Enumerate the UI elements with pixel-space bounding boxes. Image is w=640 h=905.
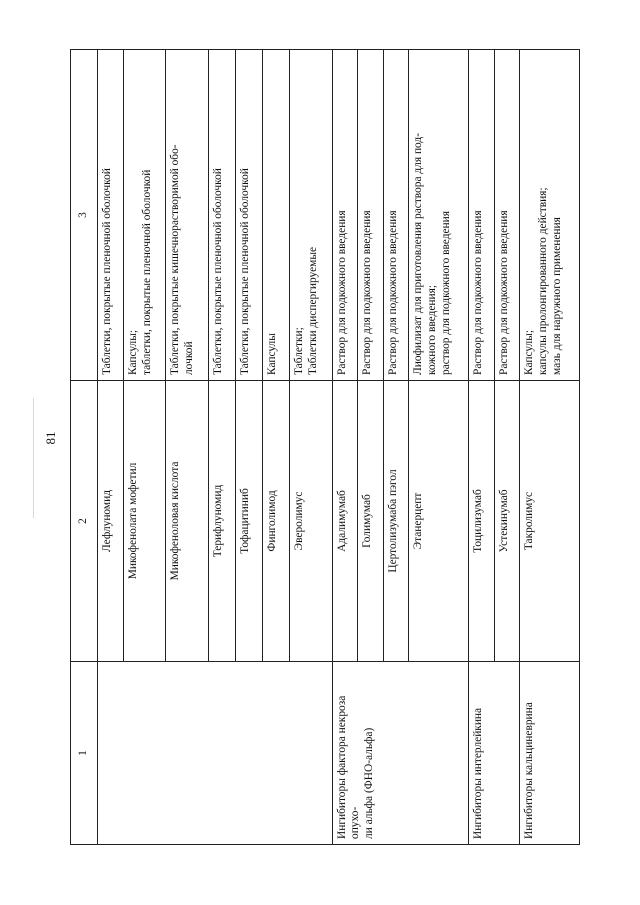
- dosage-form: Раствор для подкожного введения: [332, 50, 358, 381]
- column-header-2: 2: [71, 381, 98, 662]
- group-name-tnf: Ингибиторы фактора некроза опухо- ли альфа (ФНО-альфа): [332, 662, 469, 845]
- dosage-form: Раствор для подкожного введения: [469, 50, 495, 381]
- table-row: [98, 50, 124, 845]
- dosage-form: Таблетки, покрытые кишечнорастворимой обо- лочкой: [166, 50, 209, 381]
- drug-table: [70, 49, 580, 845]
- drug-name: Финголимод: [262, 381, 289, 662]
- drug-name: Микофенолата мофетил: [123, 381, 166, 662]
- drug-name: Терифлуномид: [208, 381, 235, 662]
- dosage-form: Таблетки, покрытые пленочной оболочкой: [98, 50, 124, 381]
- table-row: [469, 50, 495, 845]
- column-header-3: 3: [71, 50, 98, 381]
- dosage-form: Раствор для подкожного введения: [383, 50, 409, 381]
- drug-name: Адалимумаб: [332, 381, 358, 662]
- drug-name: Микофеноловая кислота: [166, 381, 209, 662]
- dosage-form: Раствор для подкожного введения: [494, 50, 520, 381]
- drug-name: Тоцилизумаб: [469, 381, 495, 662]
- dosage-form: Таблетки; Таблетки диспергируемые: [289, 50, 332, 381]
- drug-name: Эверолимус: [289, 381, 332, 662]
- drug-name: Тофацитиниб: [235, 381, 262, 662]
- drug-name: Этанерцепт: [409, 381, 469, 662]
- drug-name: Такролимус: [520, 381, 580, 662]
- dosage-form: Таблетки, покрытые пленочной оболочкой: [235, 50, 262, 381]
- drug-name: Лефлуномид: [98, 381, 124, 662]
- dosage-form: Капсулы: [262, 50, 289, 381]
- group-cell-empty: [98, 662, 333, 845]
- drug-name: Устекинумаб: [494, 381, 520, 662]
- drug-name: Цертолизумаба пэгол: [383, 381, 409, 662]
- group-name-interleukin: Ингибиторы интерлейкина: [469, 662, 520, 845]
- table-row: [332, 50, 358, 845]
- dosage-form: Капсулы; капсулы пролонгированного действия; мазь для наружного применения: [520, 50, 580, 381]
- table-row: [520, 50, 580, 845]
- group-name-calcineurin: Ингибиторы кальциневрина: [520, 662, 580, 845]
- table-header-row: [71, 50, 98, 845]
- drug-name: Голимумаб: [358, 381, 384, 662]
- dosage-form: Лиофилизат для приготовления раствора для под- кожного введения; раствор для подкожного введения: [409, 50, 469, 381]
- page-number: 81: [43, 431, 58, 445]
- column-header-1: 1: [71, 662, 98, 845]
- scan-crease-line: [33, 398, 34, 518]
- dosage-form: Таблетки, покрытые пленочной оболочкой: [208, 50, 235, 381]
- dosage-form: Раствор для подкожного введения: [358, 50, 384, 381]
- dosage-form: Капсулы; таблетки, покрытые пленочной оболочкой: [123, 50, 166, 381]
